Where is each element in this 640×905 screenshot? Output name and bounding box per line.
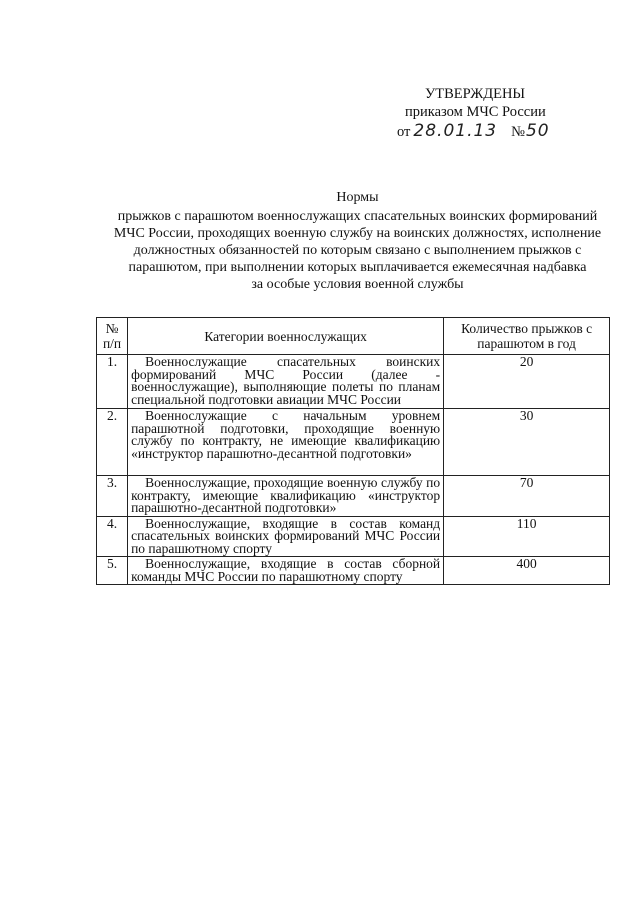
row-category-text: Военнослужащие, входящие в состав сборной команды МЧС России по парашютному спорту (131, 556, 441, 584)
row-number: 5. (97, 557, 128, 585)
header-category: Категории военнослужащих (128, 318, 444, 355)
row-category (128, 557, 444, 585)
table-row (97, 355, 610, 409)
row-count: 110 (444, 516, 610, 557)
row-count: 20 (444, 355, 610, 409)
table-row (97, 409, 610, 476)
norms-table (96, 317, 610, 585)
heading-line: парашютом, при выполнении которых выплачивается ежемесячная надбавка (128, 260, 587, 275)
table-row (97, 476, 610, 517)
heading-line: МЧС России, проходящих военную службу на воинских должностях, исполнение (113, 226, 602, 241)
table-row (97, 516, 610, 557)
row-category-text: Военнослужащие с начальным уровнем парашютной подготовки, проходящие военную службу по контракту, не имеющие квалификацию «инструктор парашютно-десантной подготовки» (131, 408, 441, 461)
header-num: № п/п (97, 318, 128, 355)
row-category (128, 409, 444, 476)
approval-order: приказом МЧС России (405, 104, 546, 120)
heading-line: прыжков с парашютом военнослужащих спасательных воинских формирований (117, 209, 598, 224)
row-count: 400 (444, 557, 610, 585)
row-category (128, 476, 444, 517)
row-number: 1. (97, 355, 128, 409)
heading-line: должностных обязанностей по которым связано с выполнением прыжков с (133, 243, 582, 258)
approval-number: 50 (525, 121, 550, 141)
heading-line: за особые условия военной службы (251, 277, 464, 292)
row-category-text: Военнослужащие, входящие в состав команд спасательных воинских формирований МЧС России по парашютному спорту (131, 515, 441, 556)
row-number: 4. (97, 516, 128, 557)
approval-date-line (397, 123, 550, 141)
table-header-row (97, 318, 610, 355)
row-category (128, 355, 444, 409)
row-number: 3. (97, 476, 128, 517)
row-category-text: Военнослужащие, проходящие военную службу по контракту, имеющие квалификацию «инструктор парашютно-десантной подготовки» (131, 475, 441, 515)
document-title: Нормы (336, 190, 379, 205)
document-heading (100, 189, 615, 293)
row-count: 70 (444, 476, 610, 517)
row-number: 2. (97, 409, 128, 476)
row-count: 30 (444, 409, 610, 476)
approval-title: УТВЕРЖДЕНЫ (425, 86, 526, 102)
row-category (128, 516, 444, 557)
approval-date-prefix: от (397, 124, 411, 140)
approval-number-label: № (511, 124, 525, 140)
row-category-text: Военнослужащие спасательных воинских формирований МЧС России (далее - военнослужащие), выполняющие полеты по планам специальной подготовки авиации МЧС России (131, 354, 441, 407)
table-row (97, 557, 610, 585)
approval-date: 28.01.13 (413, 121, 498, 141)
header-count: Количество прыжков с парашютом в год (444, 318, 610, 355)
